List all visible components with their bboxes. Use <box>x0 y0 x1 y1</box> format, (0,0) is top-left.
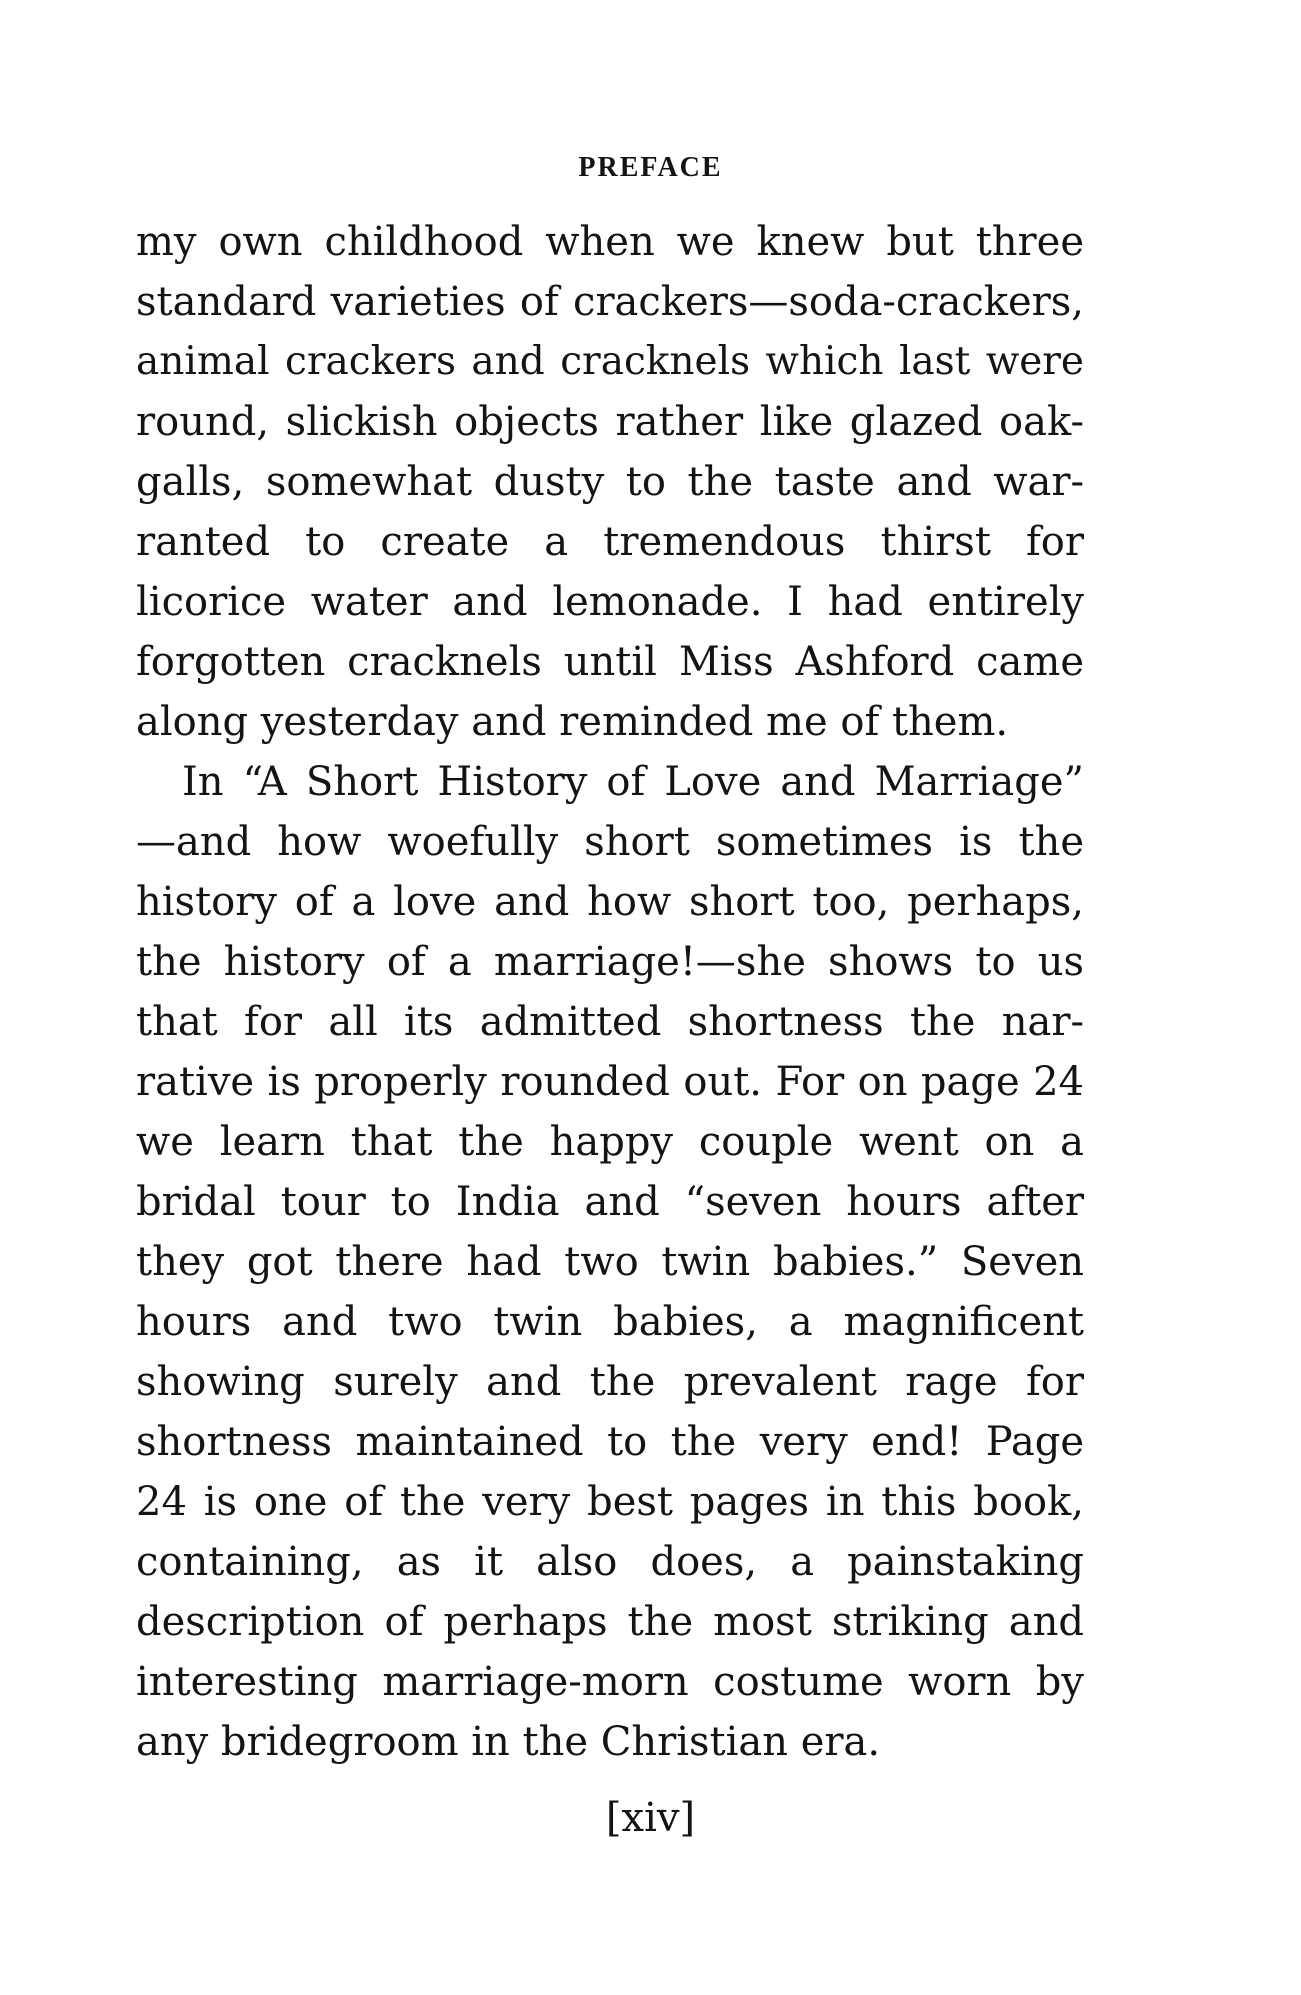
text-line: containing, as it also does, a painstaking <box>136 1539 1084 1585</box>
text-line: forgotten cracknels until Miss Ashford came <box>136 639 1084 685</box>
running-header: PREFACE <box>578 152 723 183</box>
text-line: history of a love and how short too, perhaps, <box>136 879 1084 925</box>
text-line: galls, somewhat dusty to the taste and war- <box>136 459 1084 505</box>
text-line: we learn that the happy couple went on a <box>136 1119 1084 1165</box>
paragraph-start-line: In “A Short History of Love and Marriage” <box>182 759 1084 805</box>
text-line: that for all its admitted shortness the nar- <box>136 999 1084 1045</box>
text-line: hours and two twin babies, a magnificent <box>136 1299 1084 1345</box>
paragraph-end-line: any bridegroom in the Christian era. <box>136 1719 881 1765</box>
text-line: interesting marriage-morn costume worn by <box>136 1659 1084 1705</box>
text-line: bridal tour to India and “seven hours after <box>136 1179 1084 1225</box>
text-line: round, slickish objects rather like glazed oak- <box>136 399 1084 445</box>
text-line: the history of a marriage!—she shows to us <box>136 939 1084 985</box>
text-line: standard varieties of crackers—soda-crackers, <box>136 279 1084 325</box>
page-number: [xiv] <box>605 1795 696 1841</box>
text-line: licorice water and lemonade. I had entirely <box>136 579 1084 625</box>
text-line: ranted to create a tremendous thirst for <box>136 519 1084 565</box>
text-line: description of perhaps the most striking and <box>136 1599 1084 1645</box>
text-line: my own childhood when we knew but three <box>136 219 1084 265</box>
text-line: showing surely and the prevalent rage for <box>136 1359 1084 1405</box>
text-line: —and how woefully short sometimes is the <box>136 819 1084 865</box>
preface-body <box>136 212 1084 1772</box>
text-line: 24 is one of the very best pages in this book, <box>136 1479 1084 1525</box>
paragraph-end-line: along yesterday and reminded me of them. <box>136 699 1009 745</box>
text-line: they got there had two twin babies.” Seven <box>136 1239 1084 1285</box>
text-line: shortness maintained to the very end! Page <box>136 1419 1084 1465</box>
text-line: rative is properly rounded out. For on page 24 <box>136 1059 1084 1105</box>
text-line: animal crackers and cracknels which last were <box>136 339 1084 384</box>
